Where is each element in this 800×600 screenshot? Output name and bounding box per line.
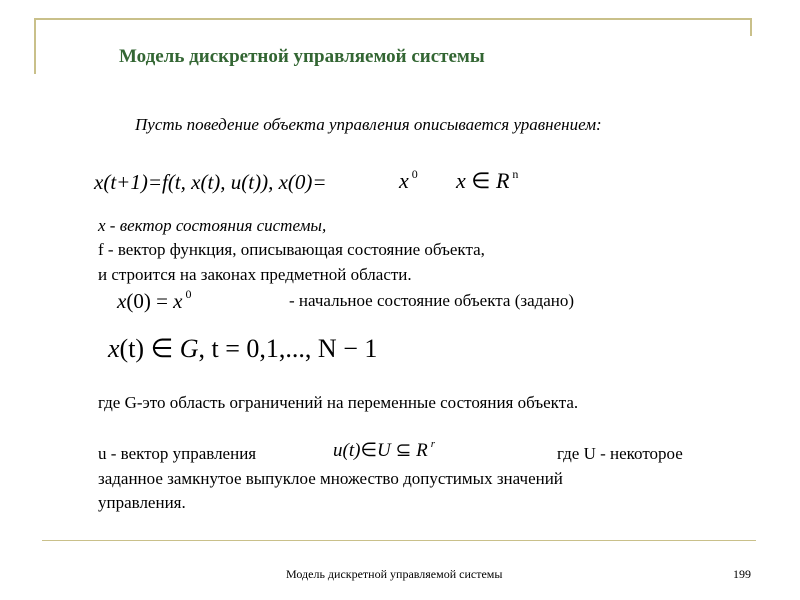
frame-top-line bbox=[34, 18, 752, 20]
domain-laws-line: и строится на законах предметной области. bbox=[98, 265, 412, 284]
init-lhs: x bbox=[117, 289, 127, 313]
initial-condition-equation bbox=[117, 287, 192, 314]
intro-text: Пусть поведение объекта управления описывается уравнением: bbox=[135, 115, 602, 134]
x0-sup: 0 bbox=[411, 167, 418, 181]
control-set-formula bbox=[333, 438, 435, 462]
constraint-x: x bbox=[108, 334, 120, 363]
control-set-line-2: управления. bbox=[98, 493, 186, 512]
membership-rn bbox=[456, 167, 518, 194]
slide-title: Модель дискретной управляемой системы bbox=[119, 46, 485, 67]
footer-divider bbox=[42, 540, 756, 541]
main-equation: x(t+1)=f(t, x(t), u(t)), x(0)= bbox=[94, 170, 327, 194]
u-eq-u: U bbox=[377, 440, 391, 461]
vector-function-line: f - вектор функция, описывающая состояние объекта, bbox=[98, 240, 485, 259]
u-eq-r: R bbox=[416, 440, 428, 461]
x0-base: x bbox=[399, 168, 409, 193]
state-vector-line: x - вектор состояния системы, bbox=[98, 216, 327, 235]
init-rhs: x bbox=[173, 289, 183, 313]
footer-title: Модель дискретной управляемой системы bbox=[286, 567, 503, 581]
constraint-g: G bbox=[179, 334, 199, 363]
membership-lhs: x bbox=[456, 168, 466, 193]
u-eq-subset: ⊆ bbox=[395, 440, 412, 461]
membership-space: R bbox=[495, 168, 510, 193]
control-vector-label: u - вектор управления bbox=[98, 444, 257, 463]
u-eq-sup: r bbox=[430, 438, 436, 450]
state-constraint-formula bbox=[108, 334, 377, 364]
initial-value-x0 bbox=[399, 167, 418, 194]
page-number: 199 bbox=[733, 567, 751, 581]
u-eq-lhs: u(t) bbox=[333, 440, 361, 461]
membership-symbol: ∈ bbox=[471, 168, 491, 193]
frame-right-line bbox=[750, 18, 752, 36]
frame-left-line bbox=[34, 18, 36, 74]
membership-sup: n bbox=[512, 167, 519, 181]
initial-state-description: - начальное состояние объекта (задано) bbox=[289, 291, 575, 310]
init-eq-sign: = bbox=[156, 289, 168, 313]
constraint-region-text: где G-это область ограничений на переменные состояния объекта. bbox=[98, 393, 579, 412]
init-paren: (0) bbox=[126, 289, 151, 313]
control-set-line-1: заданное замкнутое выпуклое множество допустимых значений bbox=[98, 469, 563, 488]
constraint-t: (t) bbox=[119, 334, 145, 363]
constraint-rest: , t = 0,1,..., N − 1 bbox=[198, 334, 378, 363]
constraint-in: ∈ bbox=[150, 334, 174, 363]
control-set-where: где U - некоторое bbox=[557, 444, 683, 463]
init-sup: 0 bbox=[185, 287, 192, 301]
u-eq-in: ∈ bbox=[360, 440, 377, 461]
